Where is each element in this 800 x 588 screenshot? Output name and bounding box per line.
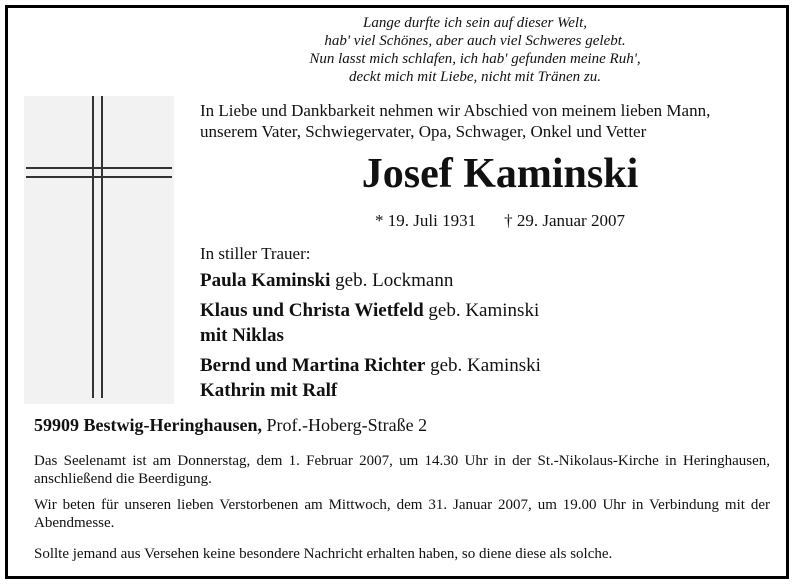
poem-line: Nun lasst mich schlafen, ich hab' gefunden meine Ruh', (309, 51, 641, 67)
address (34, 415, 427, 436)
cross-icon (24, 96, 174, 404)
mourning-label: In stiller Trauer: (200, 244, 311, 263)
life-dates (200, 211, 800, 231)
mourner-children: Kathrin mit Ralf (200, 380, 338, 401)
death-date: † 29. Januar 2007 (504, 211, 625, 230)
mourner-names: Bernd und Martina Richter (200, 355, 426, 376)
address-city: 59909 Bestwig-Heringhausen, (34, 415, 263, 435)
intro-text (200, 100, 710, 142)
poem-line: Lange durfte ich sein auf dieser Welt, (362, 15, 587, 31)
mourner-names: Klaus und Christa Wietfeld (200, 300, 424, 321)
birth-date: * 19. Juli 1931 (375, 211, 477, 230)
poem (150, 14, 800, 86)
mourners-list (200, 268, 541, 408)
intro-line: unserem Vater, Schwiegervater, Opa, Schwager, Onkel und Vetter (200, 122, 647, 141)
mourner-maiden-name: geb. Kaminski (425, 355, 541, 376)
closing-notice: Sollte jemand aus Versehen keine besondere Nachricht erhalten haben, so diene diese als solche. (34, 546, 613, 562)
mourner-maiden-name: geb. Kaminski (423, 300, 540, 321)
prayer-notice: Wir beten für unseren lieben Verstorbenen am Mittwoch, dem 31. Januar 2007, um 19.00 Uhr in Verbindung mit der Abendmesse. (34, 497, 770, 531)
deceased-name: Josef Kaminski (361, 151, 639, 197)
mourner-children: mit Niklas (200, 325, 284, 346)
funeral-mass-notice: Das Seelenamt ist am Donnerstag, dem 1. Februar 2007, um 14.30 Uhr in der St.-Nikolaus-Kirche in Heringhausen, anschließend die Beerdigung. (34, 453, 770, 487)
mourner-entry (200, 268, 541, 293)
poem-line: hab' viel Schönes, aber auch viel Schweres gelebt. (324, 33, 626, 49)
mourner-entry (200, 353, 541, 403)
poem-line: deckt mich mit Liebe, nicht mit Tränen zu. (348, 69, 602, 85)
intro-line: In Liebe und Dankbarkeit nehmen wir Abschied von meinem lieben Mann, (200, 101, 711, 120)
address-street: Prof.-Hoberg-Straße 2 (262, 415, 428, 435)
mourner-maiden-name: geb. Lockmann (330, 270, 454, 291)
mourner-names: Paula Kaminski (200, 270, 331, 291)
mourner-entry (200, 298, 541, 348)
